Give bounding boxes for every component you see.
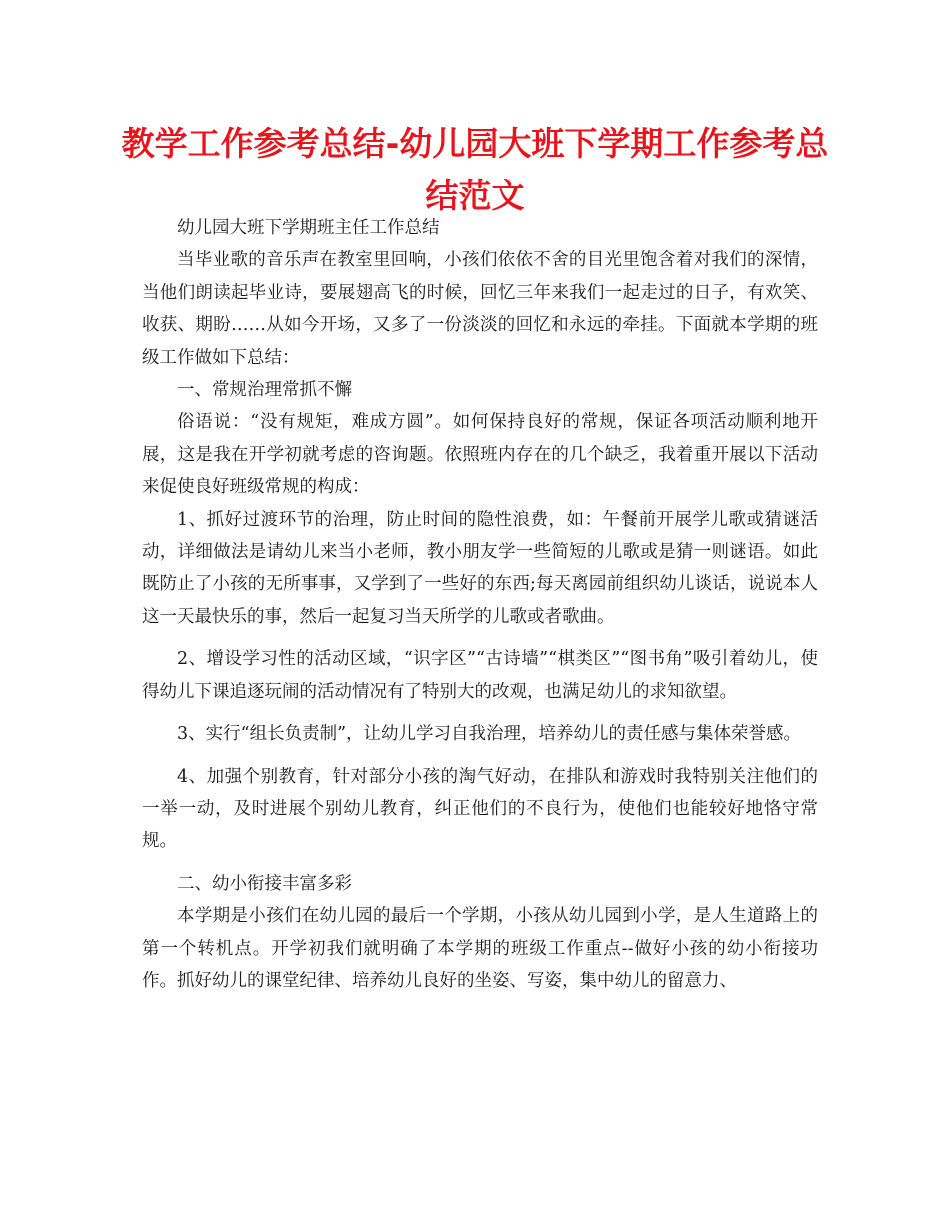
section-heading-1: 一、常规治理常抓不懈 [177, 380, 352, 401]
document-body [142, 212, 818, 997]
list-paragraph-4: 4、加强个别教育，针对部分小孩的淘气好动，在排队和游戏时我特别关注他们的一举一动，及时进展个别幼儿教育，纠正他们的不良行为，使他们也能较好地恪守常规。 [142, 766, 818, 852]
list-paragraph-3: 3、实行“组长负责制”，让幼儿学习自我治理，培养幼儿的责任感与集体荣誉感。 [177, 724, 802, 745]
document-title: 教学工作参考总结-幼儿园大班下学期工作参考总结范文 [121, 124, 829, 215]
body-paragraph: 俗语说：“没有规矩，难成方圆”。如何保持良好的常规，保证各项活动顺利地开展，这是我在开学初就考虑的咨询题。依照班内存在的几个缺乏，我着重开展以下活动来促使良好班级常规的构成： [142, 412, 818, 498]
intro-paragraph: 当毕业歌的音乐声在教室里回响，小孩们依依不舍的目光里饱含着对我们的深情，当他们朗读起毕业诗，要展翅高飞的时候，回忆三年来我们一起走过的日子，有欢笑、收获、期盼……从如今开场，又多了一份淡淡的回忆和永远的牵挂。下面就本学期的班级工作做如下总结： [142, 250, 818, 368]
body-paragraph-2: 本学期是小孩们在幼儿园的最后一个学期，小孩从幼儿园到小学，是人生道路上的第一个转机点。开学初我们就明确了本学期的班级工作重点--做好小孩的幼小衔接功作。抓好幼儿的课堂纪律、培养幼儿良好的坐姿、写姿，集中幼儿的留意力、 [142, 906, 818, 991]
section-heading-2: 二、幼小衔接丰富多彩 [177, 873, 352, 894]
subtitle-paragraph: 幼儿园大班下学期班主任工作总结 [177, 218, 440, 238]
list-paragraph-2: 2、增设学习性的活动区域，“识字区”“古诗墙”“棋类区”“图书角”吸引着幼儿，使得幼儿下课追逐玩闹的活动情况有了特别大的改观，也满足幼儿的求知欲望。 [142, 649, 818, 702]
list-paragraph-1: 1、抓好过渡环节的治理，防止时间的隐性浪费，如：午餐前开展学儿歌或猜谜活动，详细做法是请幼儿来当小老师，教小朋友学一些简短的儿歌或是猜一则谜语。如此既防止了小孩的无所事事，又学到了一些好的东西;每天离园前组织幼儿谈话，说说本人这一天最快乐的事，然后一起复习当天所学的儿歌或者歌曲。 [142, 509, 818, 627]
